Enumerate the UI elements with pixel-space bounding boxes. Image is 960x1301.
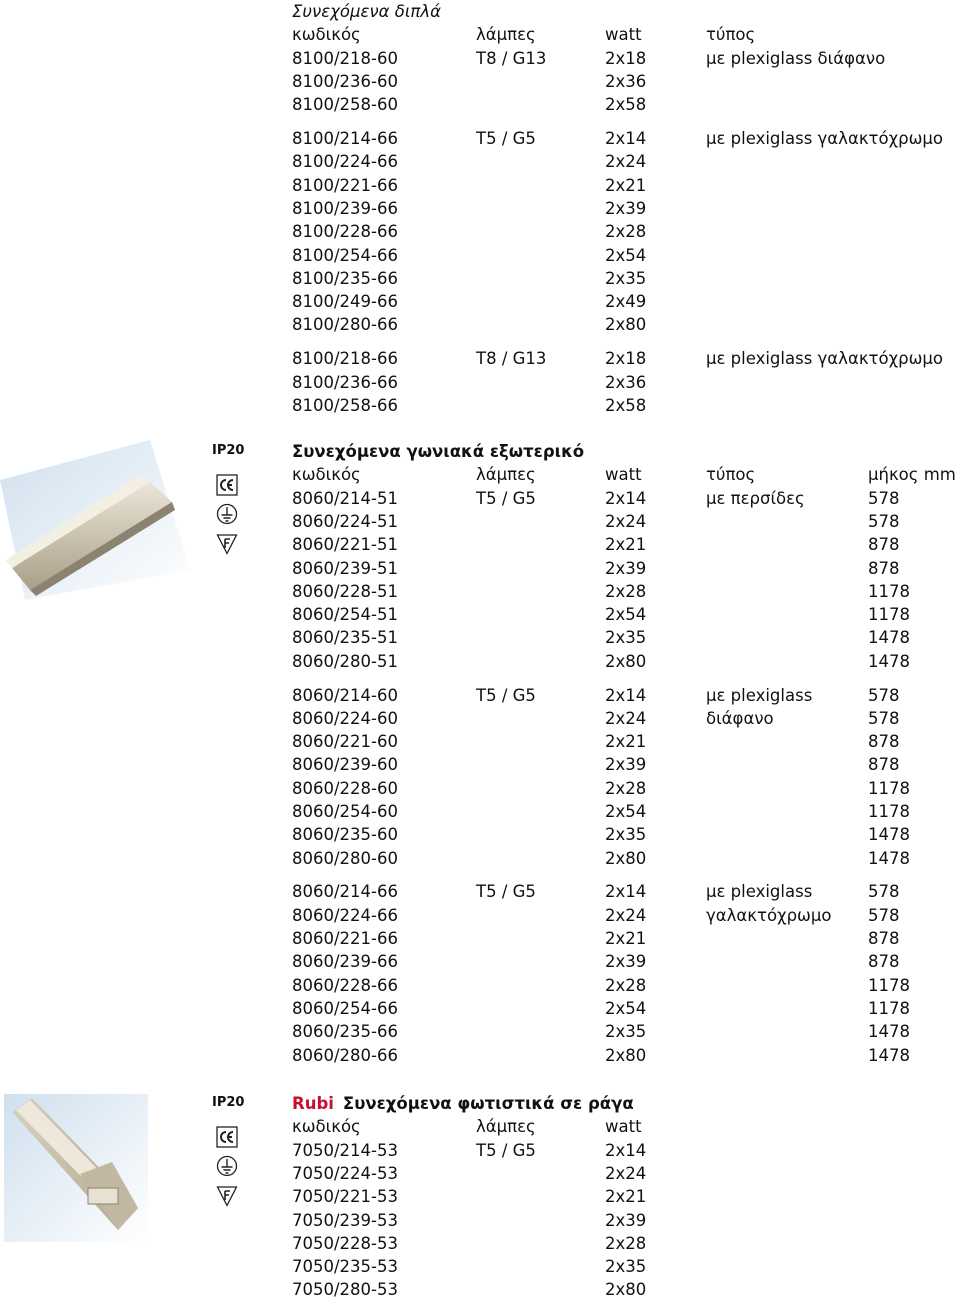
watt-cell: 2x39: [605, 198, 647, 218]
column-header: τύπος: [706, 465, 756, 485]
length-cell: 1478: [868, 848, 910, 868]
length-cell: 878: [868, 732, 900, 752]
watt-cell: 2x80: [605, 1280, 647, 1300]
watt-cell: 2x35: [605, 268, 647, 288]
watt-cell: 2x18: [605, 349, 647, 369]
lamp-cell: T5 / G5: [476, 882, 536, 902]
watt-cell: 2x80: [605, 1045, 647, 1065]
table-row: [0, 93, 960, 116]
code-cell: 7050/280-53: [292, 1280, 398, 1300]
column-header: μήκος mm: [868, 465, 956, 485]
code-cell: 8060/235-51: [292, 628, 398, 648]
table-row: [0, 313, 960, 336]
code-cell: 8060/254-51: [292, 605, 398, 625]
length-cell: 878: [868, 535, 900, 555]
code-cell: 8060/254-66: [292, 998, 398, 1018]
table-row: [0, 927, 960, 950]
table-row: [0, 580, 960, 603]
table-row: [0, 1139, 960, 1162]
code-cell: 8060/214-60: [292, 685, 398, 705]
column-header: watt: [605, 25, 642, 45]
column-header-row: [0, 463, 960, 486]
length-cell: 578: [868, 511, 900, 531]
code-cell: 8060/239-60: [292, 755, 398, 775]
table-row: [0, 650, 960, 673]
code-cell: 8060/280-51: [292, 651, 398, 671]
length-cell: 1178: [868, 581, 910, 601]
watt-cell: 2x35: [605, 628, 647, 648]
watt-cell: 2x24: [605, 152, 647, 172]
table-row: [0, 127, 960, 150]
watt-cell: 2x58: [605, 95, 647, 115]
watt-cell: 2x21: [605, 929, 647, 948]
length-cell: 1478: [868, 651, 910, 671]
lamp-cell: T5 / G5: [476, 129, 536, 148]
table-row: [0, 684, 960, 707]
watt-cell: 2x28: [605, 222, 647, 242]
watt-cell: 2x21: [605, 175, 647, 195]
length-cell: 1478: [868, 1045, 910, 1065]
section-title-row: [0, 440, 960, 463]
table-row: [0, 394, 960, 417]
table-row: [0, 290, 960, 313]
lamp-cell: T5 / G5: [476, 1140, 536, 1160]
lamp-cell: T5 / G5: [476, 685, 536, 705]
table-row: [0, 997, 960, 1020]
table-row: [0, 1255, 960, 1278]
code-cell: 8060/280-60: [292, 848, 398, 868]
code-cell: 8100/280-66: [292, 315, 398, 335]
code-cell: 7050/228-53: [292, 1233, 398, 1253]
watt-cell: 2x21: [605, 535, 647, 555]
lamp-cell: T8 / G13: [476, 349, 547, 369]
table-row: [0, 220, 960, 243]
table-row: [0, 1162, 960, 1185]
type-cell: με plexiglass διάφανο: [706, 48, 886, 68]
code-cell: 8060/235-66: [292, 1022, 398, 1042]
column-header: λάμπες: [476, 25, 536, 45]
code-cell: 8060/221-51: [292, 535, 398, 555]
code-cell: 8100/218-66: [292, 349, 398, 369]
watt-cell: 2x35: [605, 1257, 647, 1277]
watt-cell: 2x14: [605, 685, 647, 705]
table-row: [0, 1020, 960, 1043]
ip20-badge: IP20: [212, 443, 245, 458]
table-row: [0, 847, 960, 870]
code-cell: 8060/228-60: [292, 778, 398, 798]
watt-cell: 2x24: [605, 905, 647, 925]
code-cell: 7050/221-53: [292, 1187, 398, 1207]
code-cell: 8060/221-60: [292, 732, 398, 752]
section-title-text: Συνεχόμενα φωτιστικά σε ράγα: [342, 1094, 634, 1113]
watt-cell: 2x28: [605, 1233, 647, 1253]
watt-cell: 2x28: [605, 778, 647, 798]
length-cell: 578: [868, 685, 900, 705]
code-cell: 8060/228-66: [292, 975, 398, 995]
table-row: [0, 730, 960, 753]
code-cell: 8100/254-66: [292, 245, 398, 265]
code-cell: 8060/235-60: [292, 825, 398, 845]
length-cell: 878: [868, 929, 900, 948]
type-cell: με plexiglass γαλακτόχρωμο: [706, 349, 943, 369]
column-header: watt: [605, 1117, 642, 1137]
code-cell: 8060/224-51: [292, 511, 398, 531]
watt-cell: 2x14: [605, 488, 647, 508]
table-row: [0, 974, 960, 997]
table-row: [0, 70, 960, 93]
code-cell: 7050/224-53: [292, 1163, 398, 1183]
length-cell: 1478: [868, 1022, 910, 1042]
watt-cell: 2x14: [605, 129, 647, 148]
code-cell: 7050/239-53: [292, 1210, 398, 1230]
table-row: [0, 626, 960, 649]
code-cell: 8100/221-66: [292, 175, 398, 195]
code-cell: 8060/228-51: [292, 581, 398, 601]
section-title: [292, 440, 584, 463]
code-cell: 8060/224-60: [292, 708, 398, 728]
code-cell: 8060/224-66: [292, 905, 398, 925]
table-row: [0, 1044, 960, 1067]
code-cell: 7050/214-53: [292, 1140, 398, 1160]
length-cell: 1178: [868, 975, 910, 995]
table-row: [0, 150, 960, 173]
code-cell: 8060/239-66: [292, 952, 398, 972]
type-cell: με plexiglass γαλακτόχρωμο: [706, 129, 943, 148]
type-cell: γαλακτόχρωμο: [706, 905, 832, 925]
table-row: [0, 47, 960, 70]
type-cell: διάφανο: [706, 708, 774, 728]
column-header: κωδικός: [292, 25, 361, 45]
table-row: [0, 823, 960, 846]
table-row: [0, 904, 960, 927]
type-cell: με περσίδες: [706, 488, 805, 508]
column-header: λάμπες: [476, 1117, 536, 1137]
watt-cell: 2x54: [605, 802, 647, 821]
watt-cell: 2x80: [605, 651, 647, 671]
code-cell: 8060/214-66: [292, 882, 398, 902]
code-cell: 8100/228-66: [292, 222, 398, 242]
column-header-row: [0, 23, 960, 46]
watt-cell: 2x80: [605, 315, 647, 335]
code-cell: 8100/218-60: [292, 48, 398, 68]
section-title-row: [0, 0, 960, 23]
code-cell: 8100/239-66: [292, 198, 398, 218]
length-cell: 1178: [868, 778, 910, 798]
watt-cell: 2x24: [605, 511, 647, 531]
watt-cell: 2x21: [605, 732, 647, 752]
table-row: [0, 197, 960, 220]
code-cell: 8100/249-66: [292, 292, 398, 312]
lamp-cell: T8 / G13: [476, 48, 547, 68]
watt-cell: 2x54: [605, 605, 647, 625]
section-title: [292, 0, 441, 23]
table-row: [0, 753, 960, 776]
type-cell: με plexiglass: [706, 882, 813, 902]
watt-cell: 2x80: [605, 848, 647, 868]
length-cell: 578: [868, 708, 900, 728]
length-cell: 1478: [868, 628, 910, 648]
column-header: κωδικός: [292, 1117, 361, 1137]
code-cell: 8060/221-66: [292, 929, 398, 948]
watt-cell: 2x35: [605, 825, 647, 845]
watt-cell: 2x39: [605, 952, 647, 972]
watt-cell: 2x39: [605, 755, 647, 775]
lamp-cell: T5 / G5: [476, 488, 536, 508]
watt-cell: 2x58: [605, 395, 647, 415]
table-row: [0, 174, 960, 197]
table-row: [0, 1185, 960, 1208]
table-row: [0, 267, 960, 290]
watt-cell: 2x36: [605, 372, 647, 392]
watt-cell: 2x14: [605, 1140, 647, 1160]
length-cell: 1178: [868, 998, 910, 1018]
table-row: [0, 244, 960, 267]
table-row: [0, 707, 960, 730]
watt-cell: 2x21: [605, 1187, 647, 1207]
code-cell: 8100/214-66: [292, 129, 398, 148]
column-header: τύπος: [706, 25, 756, 45]
table-row: [0, 1278, 960, 1301]
code-cell: 8100/236-60: [292, 71, 398, 91]
table-row: [0, 880, 960, 903]
length-cell: 1178: [868, 802, 910, 821]
table-row: [0, 510, 960, 533]
table-row: [0, 557, 960, 580]
table-row: [0, 950, 960, 973]
code-cell: 7050/235-53: [292, 1257, 398, 1277]
watt-cell: 2x24: [605, 708, 647, 728]
table-row: [0, 1209, 960, 1232]
length-cell: 578: [868, 905, 900, 925]
code-cell: 8060/280-66: [292, 1045, 398, 1065]
watt-cell: 2x35: [605, 1022, 647, 1042]
column-header-row: [0, 1115, 960, 1138]
table-row: [0, 487, 960, 510]
length-cell: 878: [868, 755, 900, 775]
column-header: κωδικός: [292, 465, 361, 485]
watt-cell: 2x54: [605, 998, 647, 1018]
code-cell: 8100/258-60: [292, 95, 398, 115]
length-cell: 1478: [868, 825, 910, 845]
brand-label: Rubi: [292, 1094, 334, 1113]
column-header: λάμπες: [476, 465, 536, 485]
table-row: [0, 603, 960, 626]
section-title-row: [0, 1092, 960, 1115]
code-cell: 8100/258-66: [292, 395, 398, 415]
table-row: [0, 1232, 960, 1255]
watt-cell: 2x54: [605, 245, 647, 265]
table-row: [0, 777, 960, 800]
section-title-text: Συνεχόμενα διπλά: [292, 2, 441, 21]
watt-cell: 2x28: [605, 581, 647, 601]
length-cell: 1178: [868, 605, 910, 625]
code-cell: 8100/224-66: [292, 152, 398, 172]
length-cell: 878: [868, 952, 900, 972]
watt-cell: 2x28: [605, 975, 647, 995]
table-row: [0, 347, 960, 370]
table-row: [0, 533, 960, 556]
section-title-text: Συνεχόμενα γωνιακά εξωτερικό: [292, 442, 585, 461]
code-cell: 8100/236-66: [292, 372, 398, 392]
code-cell: 8100/235-66: [292, 268, 398, 288]
table-row: [0, 800, 960, 823]
column-header: watt: [605, 465, 642, 485]
ip20-badge: IP20: [212, 1095, 245, 1110]
watt-cell: 2x49: [605, 292, 647, 312]
code-cell: 8060/254-60: [292, 802, 398, 821]
watt-cell: 2x36: [605, 71, 647, 91]
length-cell: 578: [868, 882, 900, 902]
length-cell: 578: [868, 488, 900, 508]
watt-cell: 2x14: [605, 882, 647, 902]
watt-cell: 2x18: [605, 48, 647, 68]
watt-cell: 2x24: [605, 1163, 647, 1183]
watt-cell: 2x39: [605, 558, 647, 578]
table-row: [0, 371, 960, 394]
type-cell: με plexiglass: [706, 685, 813, 705]
code-cell: 8060/214-51: [292, 488, 398, 508]
watt-cell: 2x39: [605, 1210, 647, 1230]
code-cell: 8060/239-51: [292, 558, 398, 578]
length-cell: 878: [868, 558, 900, 578]
section-title: [292, 1092, 634, 1115]
